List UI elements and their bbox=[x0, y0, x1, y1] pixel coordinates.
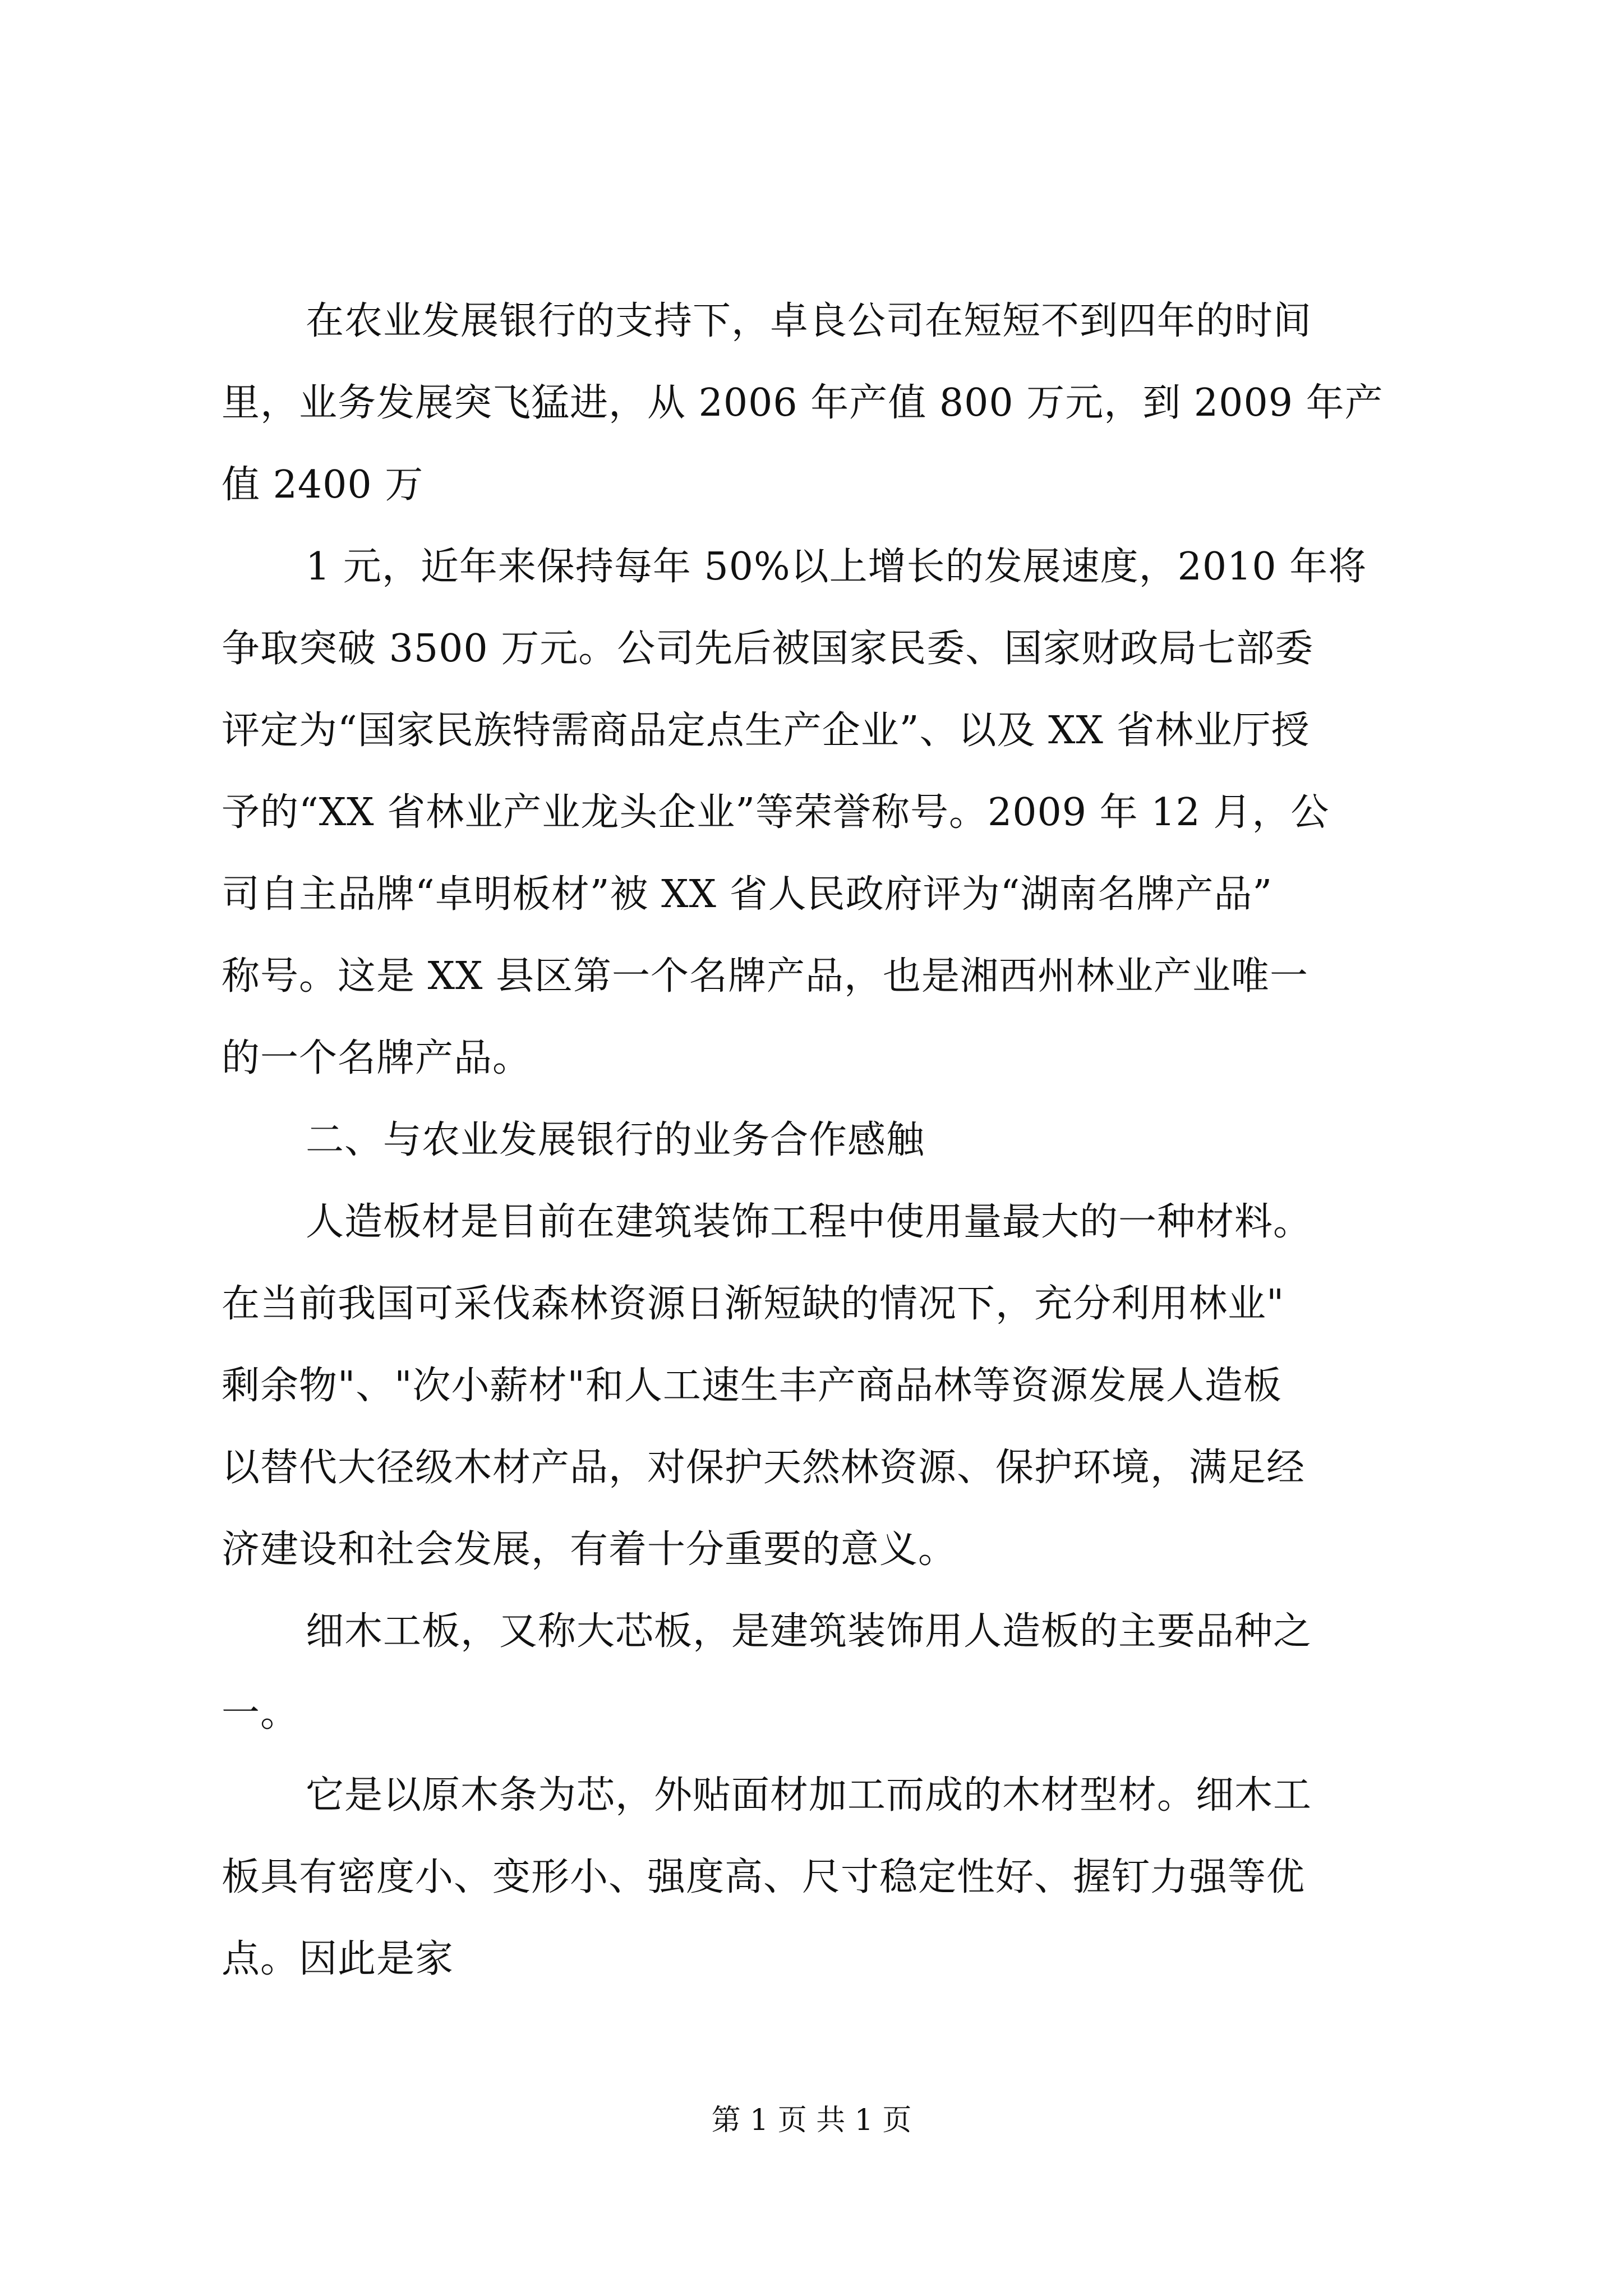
text-line: 一。 bbox=[222, 1691, 299, 1736]
body-text bbox=[222, 280, 1399, 2000]
text-line: 它是以原木条为芯，外贴面材加工而成的木材型材。细木工 bbox=[306, 1773, 1312, 1818]
paragraph-5 bbox=[222, 1755, 1399, 2000]
text-line: 里，业务发展突飞猛进，从 2006 年产值 800 万元，到 2009 年产 bbox=[222, 381, 1384, 425]
text-line: 剩余物"、"次小薪材"和人工速生丰产商品林等资源发展人造板 bbox=[222, 1364, 1282, 1408]
text-line: 争取突破 3500 万元。公司先后被国家民委、国家财政局七部委 bbox=[222, 627, 1314, 671]
paragraph-1 bbox=[222, 280, 1399, 526]
text-line: 济建设和社会发展，有着十分重要的意义。 bbox=[222, 1527, 957, 1572]
text-line: 司自主品牌“卓明板材”被 XX 省人民政府评为“湖南名牌产品” bbox=[222, 872, 1273, 917]
page-footer: 第 1 页 共 1 页 bbox=[711, 2104, 912, 2137]
section-heading bbox=[222, 1099, 1399, 1181]
paragraph-3 bbox=[222, 1181, 1399, 1591]
heading-line: 二、与农业发展银行的业务合作感触 bbox=[306, 1118, 925, 1162]
text-line: 值 2400 万 bbox=[222, 463, 424, 507]
text-line: 评定为“国家民族特需商品定点生产企业”、以及 XX 省林业厅授 bbox=[222, 708, 1310, 753]
text-line: 1 元，近年来保持每年 50%以上增长的发展速度，2010 年将 bbox=[306, 545, 1367, 589]
text-line: 在农业发展银行的支持下，卓良公司在短短不到四年的时间 bbox=[306, 299, 1312, 343]
text-line: 细木工板，又称大芯板，是建筑装饰用人造板的主要品种之 bbox=[306, 1609, 1312, 1654]
text-line: 在当前我国可采伐森林资源日渐短缺的情况下，充分利用林业" bbox=[222, 1282, 1285, 1326]
text-line: 以替代大径级木材产品，对保护天然林资源、保护环境，满足经 bbox=[222, 1446, 1306, 1490]
text-line: 的一个名牌产品。 bbox=[222, 1036, 532, 1080]
paragraph-2 bbox=[222, 526, 1399, 1099]
text-line: 板具有密度小、变形小、强度高、尺寸稳定性好、握钉力强等优 bbox=[222, 1855, 1306, 1899]
text-line: 人造板材是目前在建筑装饰工程中使用量最大的一种材料。 bbox=[306, 1200, 1312, 1244]
text-line: 予的“XX 省林业产业龙头企业”等荣誉称号。2009 年 12 月，公 bbox=[222, 790, 1330, 835]
paragraph-4 bbox=[222, 1591, 1399, 1755]
text-line: 点。因此是家 bbox=[222, 1937, 454, 1981]
text-line: 称号。这是 XX 县区第一个名牌产品，也是湘西州林业产业唯一 bbox=[222, 954, 1309, 999]
